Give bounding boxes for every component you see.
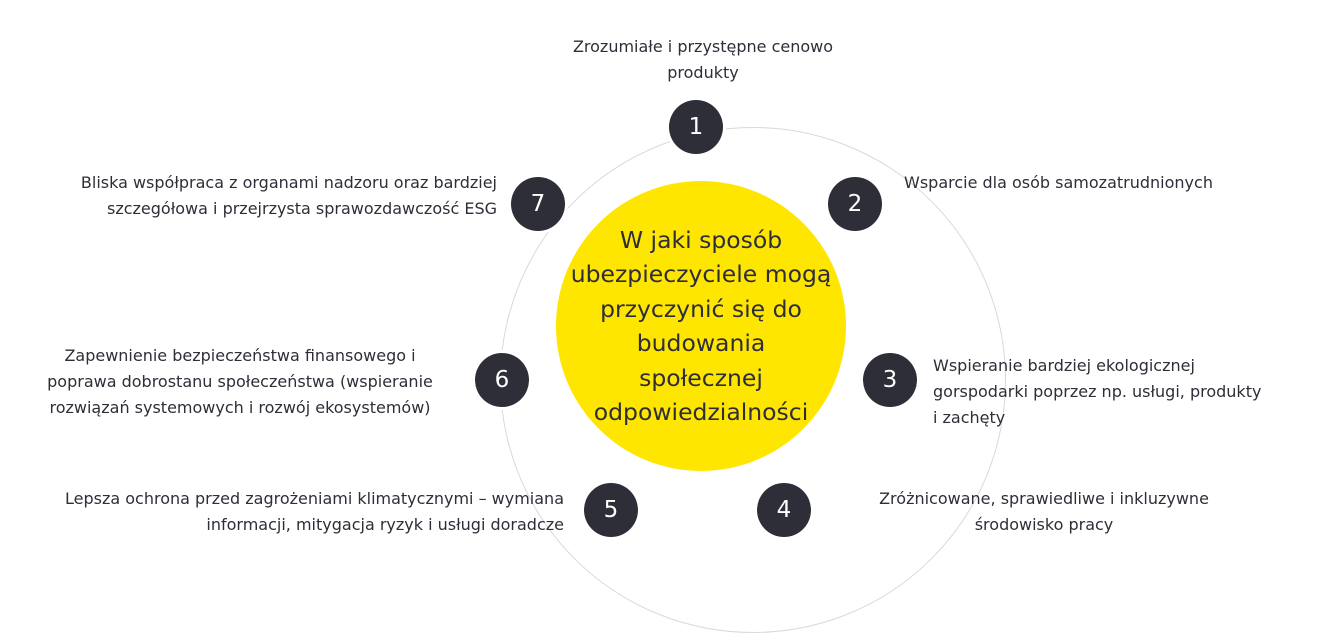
label-line: Zrozumiałe i przystępne cenowo <box>572 37 834 56</box>
center-question <box>566 223 836 430</box>
label-line: Zapewnienie bezpieczeństwa finansowego i <box>64 346 416 365</box>
node-6-badge: 6 <box>475 353 529 407</box>
item-4-label <box>844 486 1244 538</box>
label-line: rozwiązań systemowych i rozwój ekosystemów) <box>49 398 431 417</box>
item-2-label <box>904 170 1213 196</box>
item-7-label <box>81 170 497 222</box>
item-1-label <box>503 34 903 86</box>
node-3-badge: 3 <box>863 353 917 407</box>
node-4-badge: 4 <box>757 483 811 537</box>
center-circle <box>556 181 846 471</box>
node-7-badge: 7 <box>511 177 565 231</box>
item-5-label <box>65 486 564 538</box>
label-line: poprawa dobrostanu społeczeństwa (wspieranie <box>47 372 433 391</box>
center-line: budowania <box>636 329 766 357</box>
label-line: Bliska współpraca z organami nadzoru oraz bardziej <box>80 173 497 192</box>
item-3-label <box>933 353 1261 431</box>
center-line: ubezpieczyciele mogą <box>570 260 832 288</box>
label-line: Zróżnicowane, sprawiedliwe i inkluzywne <box>879 489 1209 508</box>
label-line: informacji, mitygacja ryzyk i usługi doradcze <box>206 515 564 534</box>
center-line: odpowiedzialności <box>593 398 809 426</box>
node-5-badge: 5 <box>584 483 638 537</box>
label-line: Wsparcie dla osób samozatrudnionych <box>904 173 1213 192</box>
label-line: Lepsza ochrona przed zagrożeniami klimatycznymi – wymiana <box>64 489 564 508</box>
center-line: społecznej <box>639 363 763 392</box>
label-line: i zachęty <box>933 408 1006 427</box>
center-line: przyczynić się do <box>600 294 802 323</box>
node-1-badge: 1 <box>669 100 723 154</box>
label-line: środowisko pracy <box>974 515 1114 534</box>
label-line: gorspodarki poprzez np. usługi, produkty <box>933 382 1262 401</box>
item-6-label <box>20 343 460 421</box>
label-line: Wspieranie bardziej ekologicznej <box>933 356 1195 375</box>
center-line: W jaki sposób <box>619 225 783 254</box>
label-line: produkty <box>667 63 739 82</box>
node-2-badge: 2 <box>828 177 882 231</box>
label-line: szczegółowa i przejrzysta sprawozdawczość ESG <box>107 199 497 218</box>
